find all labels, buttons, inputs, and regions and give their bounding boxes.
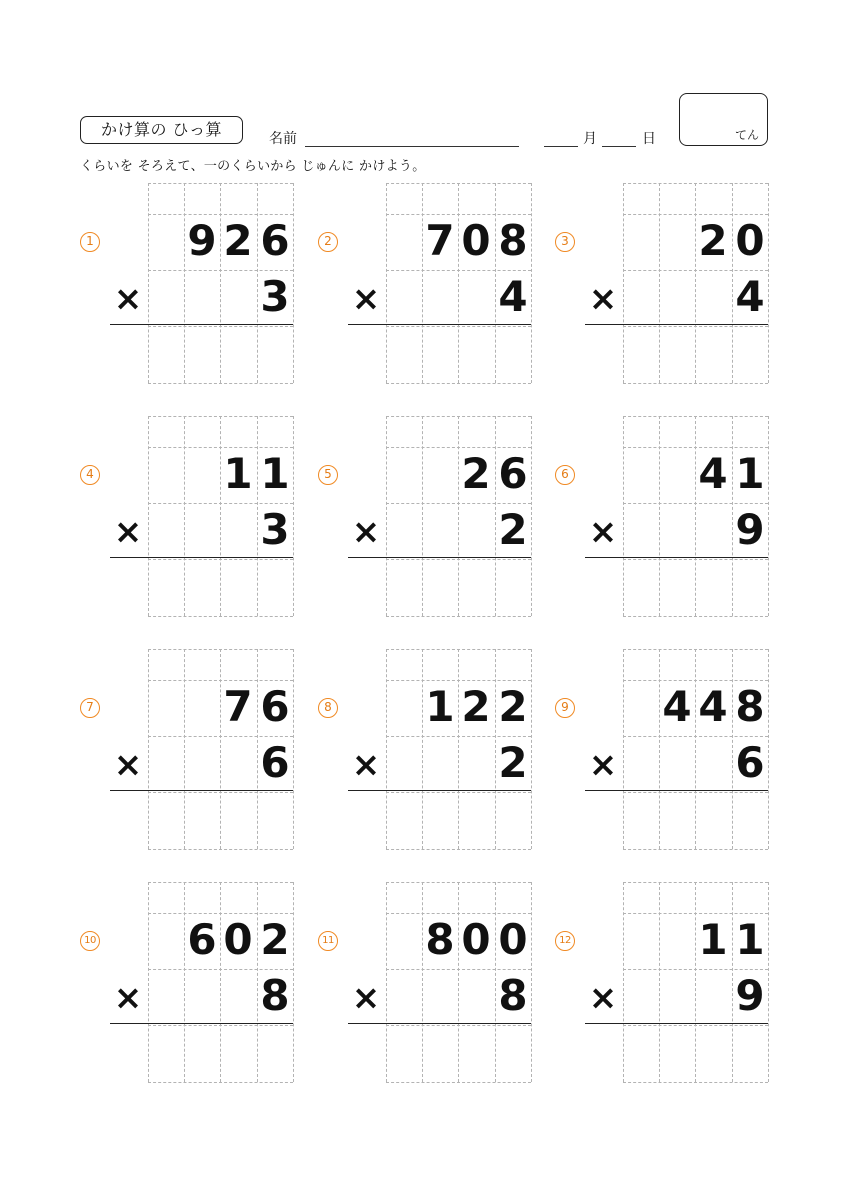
grid-line: [386, 969, 531, 970]
grid-line: [531, 882, 532, 1082]
multiplicand-digit: 6: [498, 449, 528, 498]
problem-number-badge: 8: [318, 698, 338, 718]
problem-number-badge: 7: [80, 698, 100, 718]
multiplier-digit: 2: [498, 738, 528, 787]
multiply-sign-icon: ×: [113, 978, 143, 1018]
multiplier-digit: 4: [735, 272, 765, 321]
problem-5: [318, 416, 558, 616]
grid-line: [386, 503, 531, 504]
multiplicand-digit: 1: [698, 915, 728, 964]
grid-line: [623, 447, 768, 448]
problem-number-badge: 12: [555, 931, 575, 951]
grid-line: [386, 649, 531, 650]
grid-line: [148, 270, 293, 271]
multiply-sign-icon: ×: [588, 279, 618, 319]
grid-line: [148, 183, 149, 383]
grid-line: [386, 882, 531, 883]
grid-line: [148, 559, 293, 560]
grid-line: [768, 183, 769, 383]
multiply-sign-icon: ×: [351, 978, 381, 1018]
grid-line: [659, 882, 660, 1082]
grid-line: [623, 214, 768, 215]
grid-line: [623, 969, 768, 970]
multiplier-digit: 6: [260, 738, 290, 787]
multiplicand-digit: 2: [698, 216, 728, 265]
grid-line: [386, 447, 531, 448]
grid-line: [148, 416, 149, 616]
grid-line: [148, 736, 293, 737]
grid-line: [623, 649, 624, 849]
grid-line: [220, 882, 221, 1082]
grid-line: [220, 416, 221, 616]
multiply-sign-icon: ×: [588, 978, 618, 1018]
grid-line: [386, 214, 531, 215]
grid-line: [623, 270, 768, 271]
grid-line: [386, 616, 531, 617]
grid-line: [386, 649, 387, 849]
name-label: 名前: [269, 131, 297, 147]
multiplicand-digit: 2: [461, 682, 491, 731]
grid-line: [623, 616, 768, 617]
multiplicand-digit: 0: [735, 216, 765, 265]
grid-line: [768, 882, 769, 1082]
grid-line: [293, 882, 294, 1082]
multiply-sign-icon: ×: [113, 512, 143, 552]
name-field[interactable]: [305, 146, 519, 147]
multiplier-digit: 8: [260, 971, 290, 1020]
grid-line: [458, 416, 459, 616]
answer-line: [110, 324, 293, 325]
multiplicand-digit: 4: [698, 682, 728, 731]
grid-line: [623, 649, 768, 650]
multiplicand-digit: 2: [498, 682, 528, 731]
answer-line: [348, 324, 531, 325]
grid-line: [386, 416, 387, 616]
grid-line: [623, 1082, 768, 1083]
multiplier-digit: 9: [735, 971, 765, 1020]
grid-line: [220, 183, 221, 383]
multiplier-digit: 6: [735, 738, 765, 787]
grid-line: [386, 416, 531, 417]
problem-number-badge: 11: [318, 931, 338, 951]
multiplicand-digit: 1: [425, 682, 455, 731]
grid-line: [623, 183, 768, 184]
grid-line: [623, 882, 624, 1082]
grid-line: [148, 503, 293, 504]
grid-line: [148, 882, 293, 883]
grid-line: [695, 649, 696, 849]
problem-number-badge: 5: [318, 465, 338, 485]
grid-line: [148, 649, 149, 849]
grid-line: [659, 416, 660, 616]
multiplier-digit: 2: [498, 505, 528, 554]
score-label: てん: [734, 128, 759, 142]
grid-line: [768, 649, 769, 849]
grid-line: [184, 416, 185, 616]
problem-3: [555, 183, 795, 383]
multiplicand-digit: 8: [498, 216, 528, 265]
problem-1: [80, 183, 320, 383]
grid-line: [148, 1082, 293, 1083]
grid-line: [623, 792, 768, 793]
grid-line: [148, 680, 293, 681]
multiplier-digit: 9: [735, 505, 765, 554]
grid-line: [386, 1082, 531, 1083]
answer-line: [585, 1023, 768, 1024]
multiplicand-digit: 2: [461, 449, 491, 498]
multiplicand-digit: 4: [698, 449, 728, 498]
grid-line: [695, 416, 696, 616]
grid-line: [148, 792, 293, 793]
multiplicand-digit: 9: [187, 216, 217, 265]
multiply-sign-icon: ×: [588, 512, 618, 552]
grid-line: [623, 416, 624, 616]
score-box[interactable]: [679, 93, 768, 146]
answer-line: [348, 790, 531, 791]
grid-line: [184, 882, 185, 1082]
worksheet-title: かけ算の ひっ算: [80, 116, 243, 144]
multiply-sign-icon: ×: [588, 745, 618, 785]
answer-line: [585, 557, 768, 558]
problem-number-badge: 1: [80, 232, 100, 252]
grid-line: [623, 882, 768, 883]
grid-line: [659, 183, 660, 383]
grid-line: [220, 649, 221, 849]
grid-line: [458, 649, 459, 849]
grid-line: [768, 416, 769, 616]
problem-10: [80, 882, 320, 1082]
grid-line: [148, 183, 293, 184]
grid-line: [623, 559, 768, 560]
day-field[interactable]: [602, 146, 636, 147]
grid-line: [458, 882, 459, 1082]
answer-line: [110, 1023, 293, 1024]
multiplicand-digit: 4: [662, 682, 692, 731]
multiplicand-digit: 0: [461, 216, 491, 265]
multiplicand-digit: 2: [223, 216, 253, 265]
grid-line: [531, 649, 532, 849]
multiplicand-digit: 0: [461, 915, 491, 964]
answer-line: [348, 1023, 531, 1024]
grid-line: [386, 792, 531, 793]
grid-line: [148, 1025, 293, 1026]
grid-line: [623, 913, 768, 914]
multiplicand-digit: 1: [260, 449, 290, 498]
problem-6: [555, 416, 795, 616]
problem-number-badge: 6: [555, 465, 575, 485]
multiplicand-digit: 0: [498, 915, 528, 964]
grid-line: [623, 680, 768, 681]
grid-line: [623, 736, 768, 737]
answer-line: [585, 790, 768, 791]
grid-line: [386, 1025, 531, 1026]
month-label: 月: [583, 131, 597, 147]
problem-9: [555, 649, 795, 849]
grid-line: [422, 183, 423, 383]
grid-line: [148, 649, 293, 650]
grid-line: [293, 649, 294, 849]
grid-line: [184, 183, 185, 383]
multiply-sign-icon: ×: [113, 745, 143, 785]
grid-line: [386, 913, 531, 914]
grid-line: [386, 183, 531, 184]
multiplicand-digit: 0: [223, 915, 253, 964]
grid-line: [148, 882, 149, 1082]
grid-line: [422, 882, 423, 1082]
grid-line: [148, 969, 293, 970]
grid-line: [148, 214, 293, 215]
day-label: 日: [642, 131, 656, 147]
problem-number-badge: 3: [555, 232, 575, 252]
problem-number-badge: 4: [80, 465, 100, 485]
multiplicand-digit: 1: [223, 449, 253, 498]
grid-line: [623, 849, 768, 850]
month-field[interactable]: [544, 146, 578, 147]
problem-8: [318, 649, 558, 849]
grid-line: [623, 416, 768, 417]
grid-line: [695, 183, 696, 383]
grid-line: [386, 383, 531, 384]
multiplicand-digit: 6: [260, 682, 290, 731]
grid-line: [386, 882, 387, 1082]
grid-line: [184, 649, 185, 849]
grid-line: [386, 559, 531, 560]
grid-line: [531, 416, 532, 616]
grid-line: [422, 416, 423, 616]
grid-line: [386, 183, 387, 383]
grid-line: [293, 183, 294, 383]
problem-11: [318, 882, 558, 1082]
grid-line: [458, 183, 459, 383]
grid-line: [148, 326, 293, 327]
problem-number-badge: 2: [318, 232, 338, 252]
problem-4: [80, 416, 320, 616]
grid-line: [386, 849, 531, 850]
multiplicand-digit: 8: [425, 915, 455, 964]
grid-line: [623, 183, 624, 383]
multiplicand-digit: 8: [735, 682, 765, 731]
grid-line: [422, 649, 423, 849]
grid-line: [148, 616, 293, 617]
answer-line: [348, 557, 531, 558]
multiply-sign-icon: ×: [113, 279, 143, 319]
grid-line: [623, 383, 768, 384]
multiplicand-digit: 1: [735, 449, 765, 498]
multiplicand-digit: 6: [260, 216, 290, 265]
multiplier-digit: 8: [498, 971, 528, 1020]
multiplicand-digit: 2: [260, 915, 290, 964]
multiplier-digit: 4: [498, 272, 528, 321]
multiplicand-digit: 7: [425, 216, 455, 265]
grid-line: [695, 882, 696, 1082]
grid-line: [623, 503, 768, 504]
multiplier-digit: 3: [260, 272, 290, 321]
grid-line: [623, 326, 768, 327]
grid-line: [148, 913, 293, 914]
grid-line: [148, 447, 293, 448]
multiplier-digit: 3: [260, 505, 290, 554]
grid-line: [623, 1025, 768, 1026]
grid-line: [148, 849, 293, 850]
answer-line: [585, 324, 768, 325]
multiply-sign-icon: ×: [351, 745, 381, 785]
multiply-sign-icon: ×: [351, 279, 381, 319]
answer-line: [110, 557, 293, 558]
problem-2: [318, 183, 558, 383]
multiplicand-digit: 6: [187, 915, 217, 964]
problem-12: [555, 882, 795, 1082]
grid-line: [148, 416, 293, 417]
grid-line: [386, 326, 531, 327]
grid-line: [386, 736, 531, 737]
grid-line: [531, 183, 532, 383]
problem-number-badge: 9: [555, 698, 575, 718]
instruction-text: くらいを そろえて、一のくらいから じゅんに かけよう。: [80, 159, 426, 174]
grid-line: [293, 416, 294, 616]
grid-line: [148, 383, 293, 384]
problem-number-badge: 10: [80, 931, 100, 951]
multiplicand-digit: 1: [735, 915, 765, 964]
multiply-sign-icon: ×: [351, 512, 381, 552]
grid-line: [386, 270, 531, 271]
problem-7: [80, 649, 320, 849]
grid-line: [659, 649, 660, 849]
grid-line: [386, 680, 531, 681]
multiplicand-digit: 7: [223, 682, 253, 731]
answer-line: [110, 790, 293, 791]
